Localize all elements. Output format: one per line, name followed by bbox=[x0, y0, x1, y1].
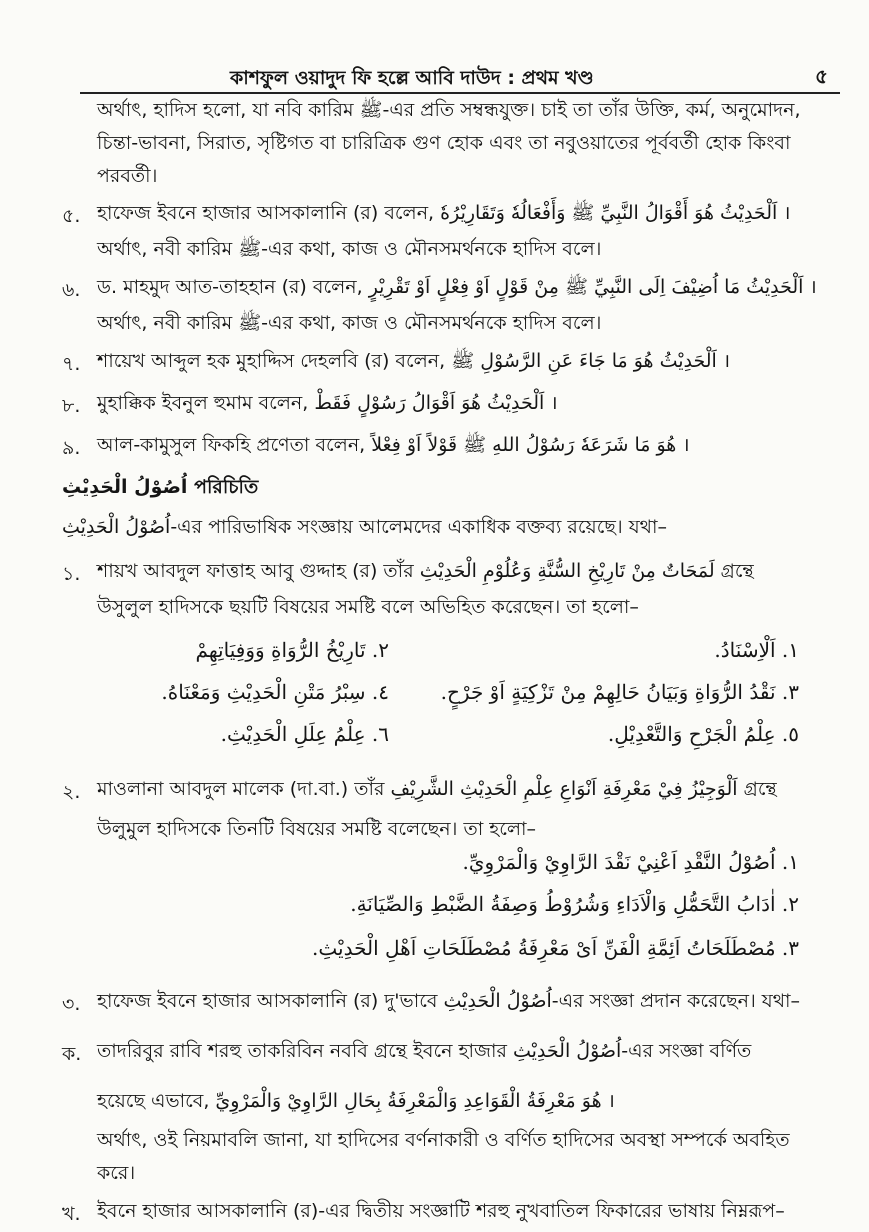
topic-item: ٢. تَارِيْخُ الرُّوَاةِ وَوَفِيَاتِهِمْ bbox=[195, 638, 389, 662]
item-number: ৫. bbox=[62, 205, 81, 227]
definition-item: মুহাক্কিক ইবনুল হুমাম বলেন, اَلْحَدِيْثُ هُوَ اَقْوَالُ رَسُوْلٍ فَقَطْ । bbox=[97, 392, 558, 414]
page-header bbox=[80, 58, 840, 94]
definition-line: হাফেজ ইবনে হাজার আসকালানি (র) দু'ভাবে اُصُوْلُ الْحَدِيْثِ-এর সংজ্ঞা প্রদান করেছেন। যথা– bbox=[97, 990, 801, 1012]
section-heading: اُصُوْلُ الْحَدِيْثِ পরিচিতি bbox=[62, 476, 259, 498]
definition-item: শায়েখ আব্দুল হক মুহাদ্দিস দেহলবি (র) বলেন, اَلْحَدِيْثُ هُوَ مَا جَاءَ عَنِ الرَّسُوْلِ ﷺ । bbox=[97, 350, 731, 372]
definition-item: হাফেজ ইবনে হাজার আসকালানি (র) বলেন, اَلْحَدِيْثُ هُوَ أَقْوَالُ النَّبِيِّ ﷺ وَأَفْعَالُهٗ وَتَقَارِيْرُهٗ । bbox=[97, 202, 791, 224]
definition-line: হয়েছে এভাবে, هُوَ مَعْرِفَةُ الْقَوَاعِدِ وَالْمَعْرِفَةُ بِحَالِ الرَّاوِيْ وَالْمَرْوِيِّ । bbox=[97, 1090, 615, 1112]
definition-item: আল-কামুসুল ফিকহি প্রণেতা বলেন, هُوَ مَا شَرَعَهٗ رَسُوْلُ اللهِ ﷺ قَوْلاً اَوْ فِعْلاً । bbox=[97, 434, 690, 456]
definition-translation: অর্থাৎ, ওই নিয়মাবলি জানা, যা হাদিসের বর্ণনাকারী ও বর্ণিত হাদিসের অবস্থা সম্পর্কে অবহিত করে। bbox=[97, 1129, 790, 1184]
definition-line: তাদরিবুর রাবি শরহু তাকরিবিন নববি গ্রন্থে ইবনে হাজার اُصُوْلُ الْحَدِيْثِ-এর সংজ্ঞা বর্ণিত bbox=[97, 1040, 752, 1062]
item-number: ৭. bbox=[62, 353, 81, 375]
item-number: ৯. bbox=[62, 437, 81, 459]
topic-item: ٣. مُصْطَلَحَاتُ اَئِمَّةِ الْفَنِّ اَىْ مَعْرِفَةُ مُصْطَلَحَاتِ اَهْلِ الْحَدِيْثِ. bbox=[312, 936, 799, 960]
topic-item: ٦. عِلْمُ عِلَلِ الْحَدِيْثِ. bbox=[220, 722, 389, 746]
item-number: খ. bbox=[62, 1203, 81, 1225]
item-number: ৩. bbox=[62, 993, 81, 1015]
definition-item: ড. মাহমুদ আত-তাহহান (র) বলেন, اَلْحَدِيْثُ مَا اُضِيْفَ اِلَى النَّبِيِّ ﷺ مِنْ قَوْلٍ اَوْ فِعْلٍ اَوْ تَقْرِيْرٍ । bbox=[97, 276, 817, 298]
item-number: ১. bbox=[62, 563, 81, 585]
page-number: ৫ bbox=[815, 64, 828, 88]
topic-item: ١. اُصُوْلُ النَّقْدِ اَعْنِيْ نَقْدَ الرَّاوِيْ وَالْمَرْوِيِّ. bbox=[462, 850, 799, 874]
item-number: ৬. bbox=[62, 279, 81, 301]
definition-line: উসুলুল হাদিসকে ছয়টি বিষয়ের সমষ্টি বলে অভিহিত করেছেন। তা হলো– bbox=[97, 596, 639, 618]
topic-item: ١. اَلْاِسْنَادُ. bbox=[714, 638, 799, 662]
running-title: কাশফুল ওয়াদুদ ফি হল্লে আবি দাউদ : প্রথম খণ্ড bbox=[230, 67, 594, 89]
topic-item: ٣. نَقْدُ الرُّوَاةِ وَبَيَانُ حَالِهِمْ مِنْ تَزْكِيَةٍ اَوْ جَرْحٍ. bbox=[440, 680, 799, 704]
definition-translation: অর্থাৎ, নবী কারিম ﷺ-এর কথা, কাজ ও মৌনসমর্থনকে হাদিস বলে। bbox=[97, 238, 602, 260]
topic-item: ٢. اٰدَابُ التَّحَمُّلِ وَالْاَدَاءِ وَشُرُوْطُ وَصِفَةُ الضَّبْطِ وَالصِّيَانَةِ. bbox=[350, 892, 799, 916]
item-number: ২. bbox=[62, 781, 81, 803]
item-number: ৮. bbox=[62, 395, 81, 417]
definition-line: ইবনে হাজার আসকালানি (র)-এর দ্বিতীয় সংজ্ঞাটি শরহু নুখবাতিল ফিকারের ভাষায় নিম্নরূপ– bbox=[97, 1200, 785, 1222]
intro-paragraph: অর্থাৎ, হাদিস হলো, যা নবি কারিম ﷺ-এর প্রতি সম্বন্ধযুক্ত। চাই তা তাঁর উক্তি, কর্ম, অনুমোদন, চিন্তা-ভাবনা, সিরাত, সৃষ্টিগত বা চারিত্রিক গুণ হোক এবং তা নবুওয়াতের পূর্ববর্তী হোক কিংবা পরবর্তী। bbox=[97, 99, 801, 187]
definition-line: শায়খ আবদুল ফাত্তাহ আবু গুদ্দাহ (র) তাঁর لَمَحَاتٌ مِنْ تَارِيْخِ السُّنَّةِ وَعُلُوْمِ الْحَدِيْثِ গ্রন্থে bbox=[97, 560, 754, 582]
section-intro: اُصُوْلُ الْحَدِيْثِ-এর পারিভাষিক সংজ্ঞায় আলেমদের একাধিক বক্তব্য রয়েছে। যথা– bbox=[62, 516, 667, 538]
topic-item: ٥. عِلْمُ الْجَرْحِ وَالتَّعْدِيْلِ. bbox=[607, 722, 799, 746]
topic-item: ٤. سِبْرُ مَتْنِ الْحَدِيْثِ وَمَعْنَاهُ. bbox=[161, 680, 389, 704]
item-number: ক. bbox=[62, 1043, 82, 1065]
definition-translation: অর্থাৎ, নবী কারিম ﷺ-এর কথা, কাজ ও মৌনসমর্থনকে হাদিস বলে। bbox=[97, 312, 602, 334]
definition-line: মাওলানা আবদুল মালেক (দা.বা.) তাঁর اَلْوَجِيْزُ فِيْ مَعْرِفَةِ اَنْوَاعِ عِلْمِ الْحَدِيْثِ الشَّرِيْفِ গ্রন্থে bbox=[97, 778, 777, 800]
definition-line: উলুমুল হাদিসকে তিনটি বিষয়ের সমষ্টি বলেছেন। তা হলো– bbox=[97, 818, 537, 840]
